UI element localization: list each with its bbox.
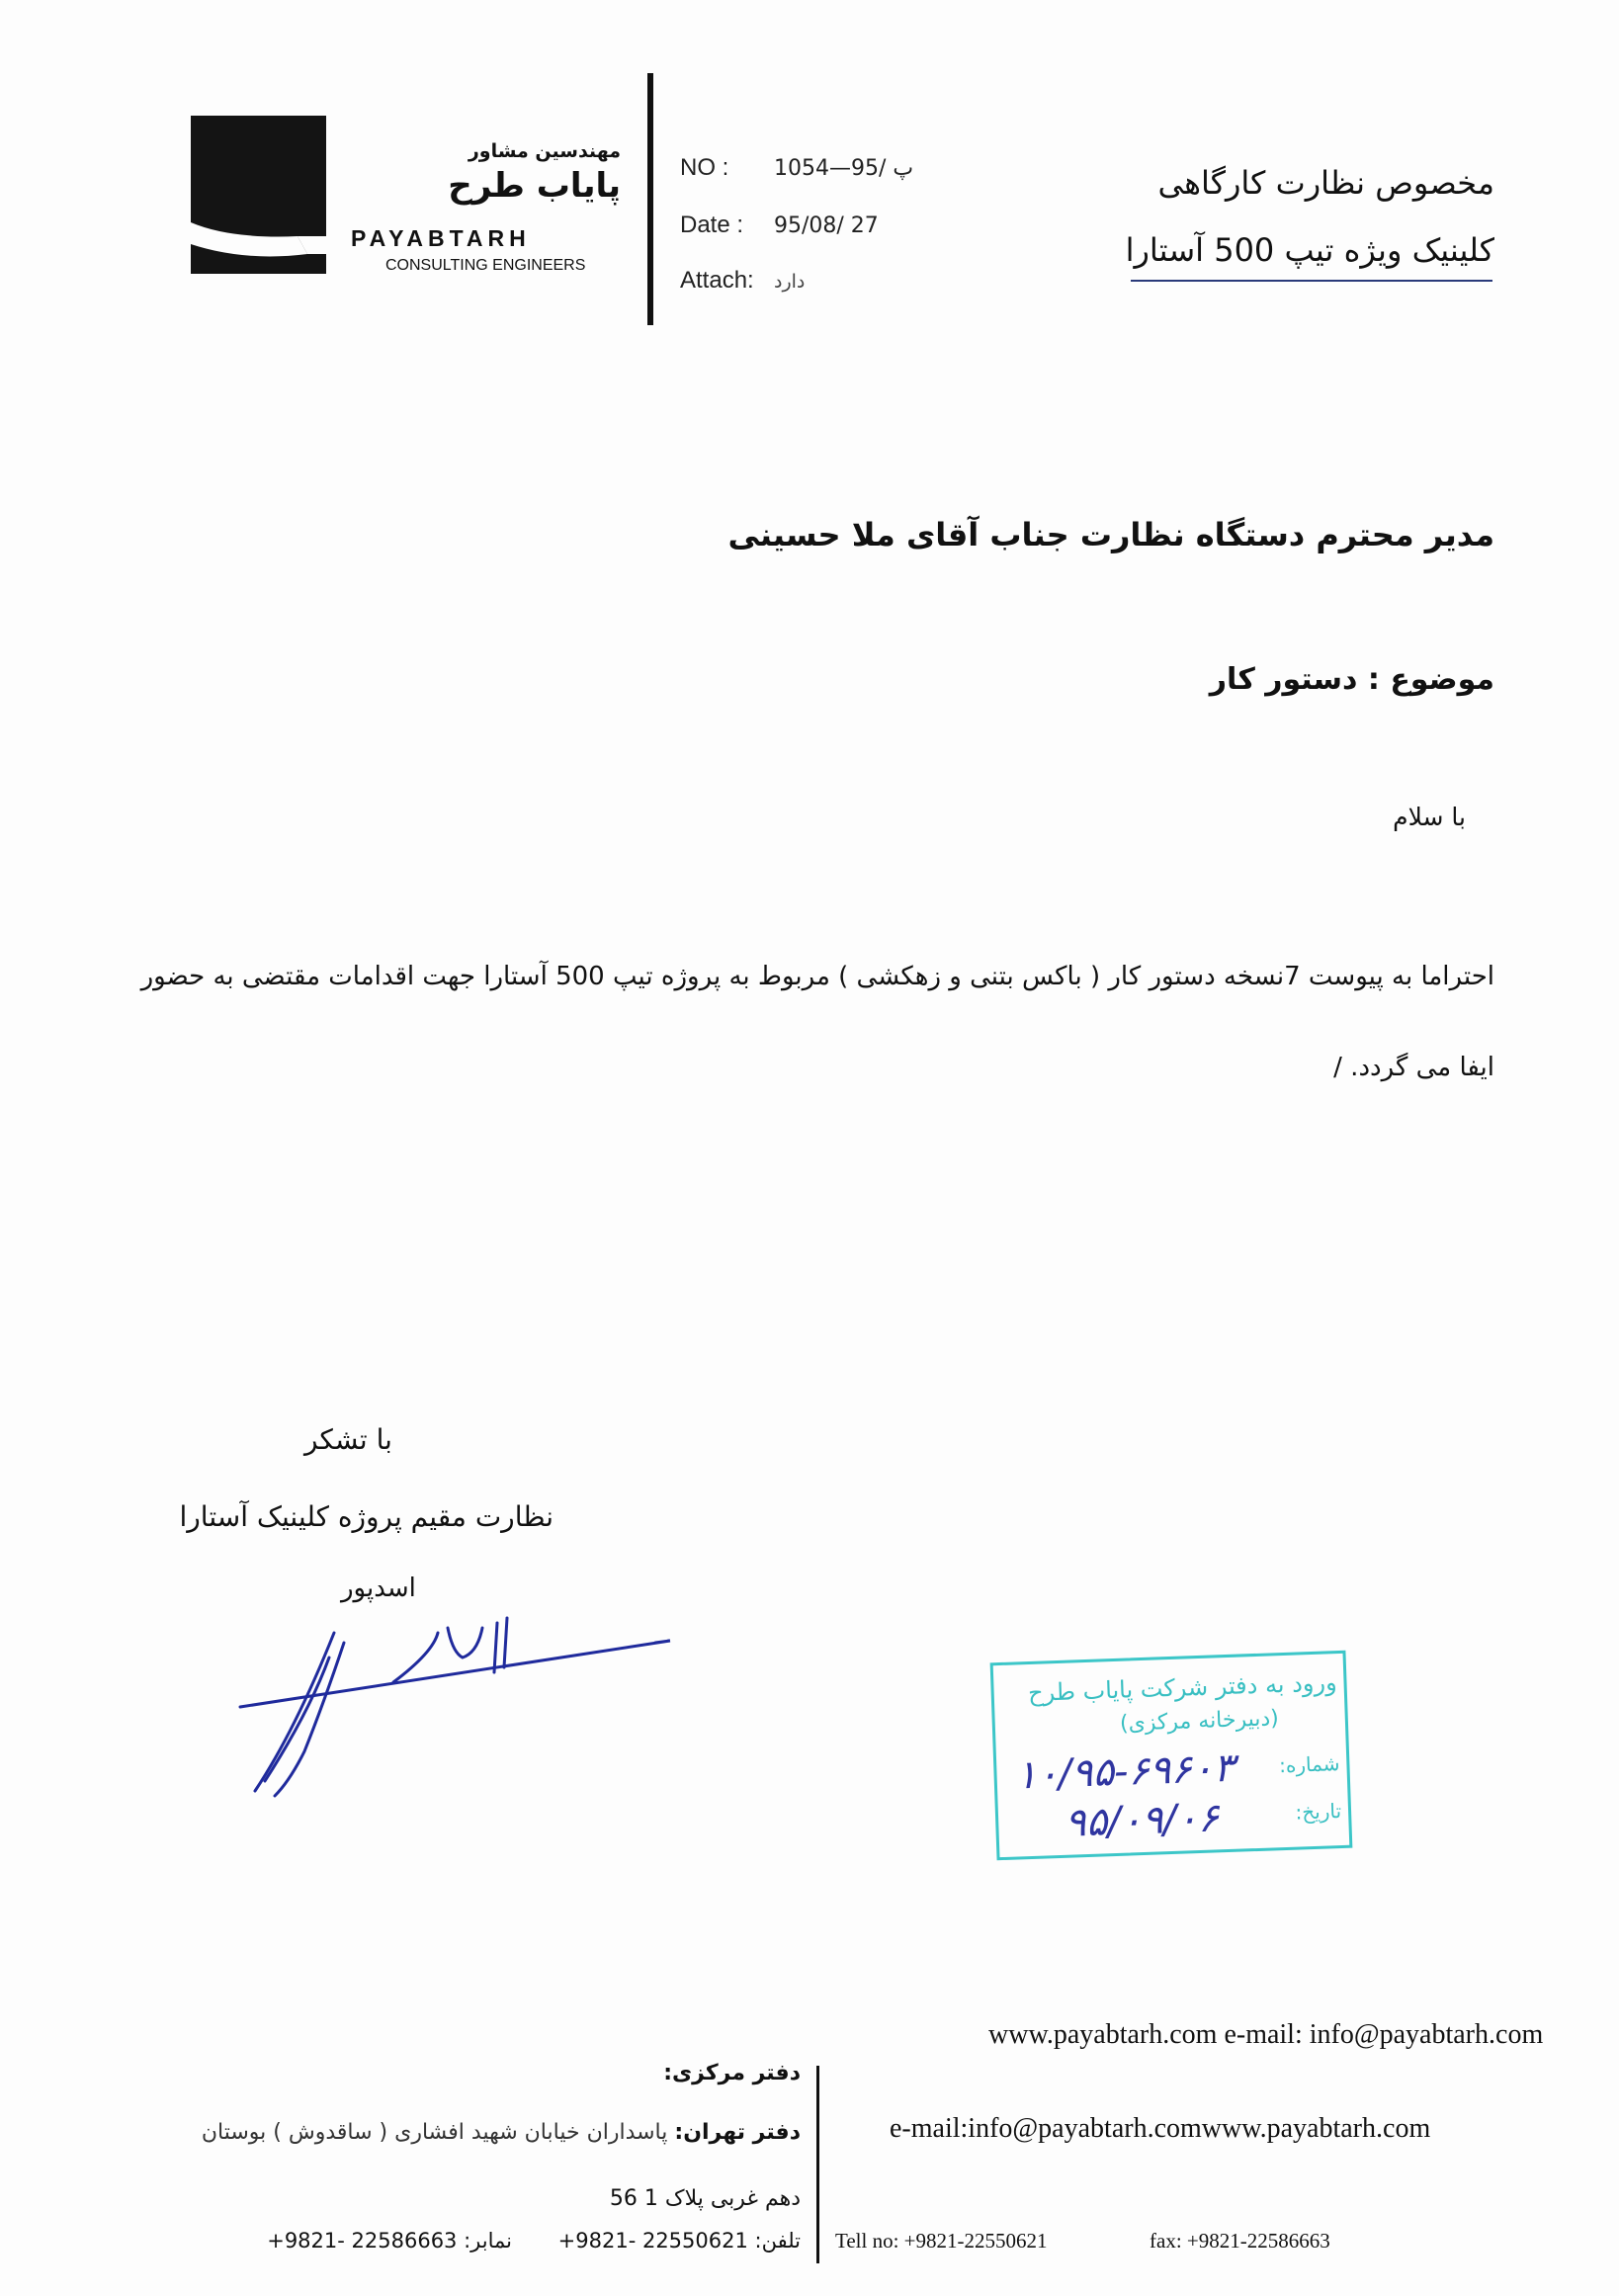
tehran-office-address-line2: دهم غربی پلاک 1 56 <box>609 2186 801 2211</box>
letter-date-value: 95/08/ 27 <box>774 213 879 238</box>
tehran-office-address: پاسداران خیابان شهید افشاری ( ساقدوش ) بوستان <box>201 2120 668 2145</box>
stamp-date-label: تاریخ: <box>1295 1799 1342 1825</box>
footer-divider <box>816 2066 819 2263</box>
letter-attach <box>680 267 805 295</box>
stamp-number-label: شماره: <box>1278 1751 1340 1778</box>
company-logo <box>191 116 326 274</box>
letter-number <box>680 154 913 182</box>
addressee: مدیر محترم دستگاه نظارت جناب آقای ملا حسینی <box>727 516 1494 553</box>
closing: با تشکر <box>304 1423 392 1456</box>
stamp-date: ۹۵/۰۹/۰۶ <box>1064 1795 1220 1846</box>
stamp-title: ورود به دفتر شرکت پایاب طرح <box>1027 1668 1338 1708</box>
footer-web-email: www.payabtarh.com e-mail: info@payabtarh.com <box>988 2019 1544 2050</box>
letter-number-value: پ /95—1054 <box>774 156 914 181</box>
project-name: کلینیک ویژه تیپ 500 آستارا <box>1125 231 1494 269</box>
footer-fax-en: fax: +9821-22586663 <box>1150 2229 1330 2253</box>
stamp-subtitle: (دبیرخانه مرکزی) <box>1119 1706 1280 1737</box>
handwritten-signature <box>235 1613 680 1801</box>
project-underline <box>1131 280 1492 282</box>
header-divider <box>647 73 653 325</box>
central-office-heading: دفتر مرکزی: <box>663 2061 801 2085</box>
brand-name-fa: پایاب طرح <box>448 166 621 206</box>
tehran-office-label: دفتر تهران: <box>674 2120 801 2145</box>
letter-body: احتراما به پیوست 7نسخه دستور کار ( باکس بتنی و زهکشی ) مربوط به پروژه تیپ 500 آستارا جهت اقدامات مقتضی به حضور ایفا می گردد. / <box>140 962 1494 1082</box>
letter-attach-value: دارد <box>774 271 806 293</box>
signer-title: نظارت مقیم پروژه کلینیک آستارا <box>179 1500 554 1533</box>
letter-date-label: Date : <box>680 212 744 238</box>
letter-attach-label: Attach: <box>680 267 754 294</box>
logo-mark-icon <box>191 116 326 274</box>
footer-phone-fa: تلفن: 22550621 -9821+ <box>557 2229 801 2253</box>
subject-line: موضوع : دستور کار <box>1209 662 1494 697</box>
footer-phone-en: Tell no: +9821-22550621 <box>835 2229 1048 2253</box>
signer-name: اسدپور <box>341 1573 416 1603</box>
greeting: با سلام <box>1393 803 1466 831</box>
registration-stamp <box>990 1651 1353 1860</box>
brand-subtitle: CONSULTING ENGINEERS <box>385 257 586 274</box>
letter-date <box>680 212 879 239</box>
stamp-number: ۱۰/۹۵-۶۹۶۰۳ <box>1014 1744 1236 1799</box>
footer-email-website: e-mail:info@payabtarh.comwww.payabtarh.com <box>890 2113 1431 2144</box>
brand-name-fa-small: مهندسین مشاور <box>468 140 621 162</box>
letter-number-label: NO : <box>680 154 729 181</box>
brand-name-en: PAYABTARH <box>351 225 531 251</box>
letter-classification: مخصوص نظارت کارگاهی <box>1157 164 1494 202</box>
tehran-office <box>109 2120 801 2145</box>
footer-fax-fa: نمابر: 22586663 -9821+ <box>267 2229 512 2253</box>
